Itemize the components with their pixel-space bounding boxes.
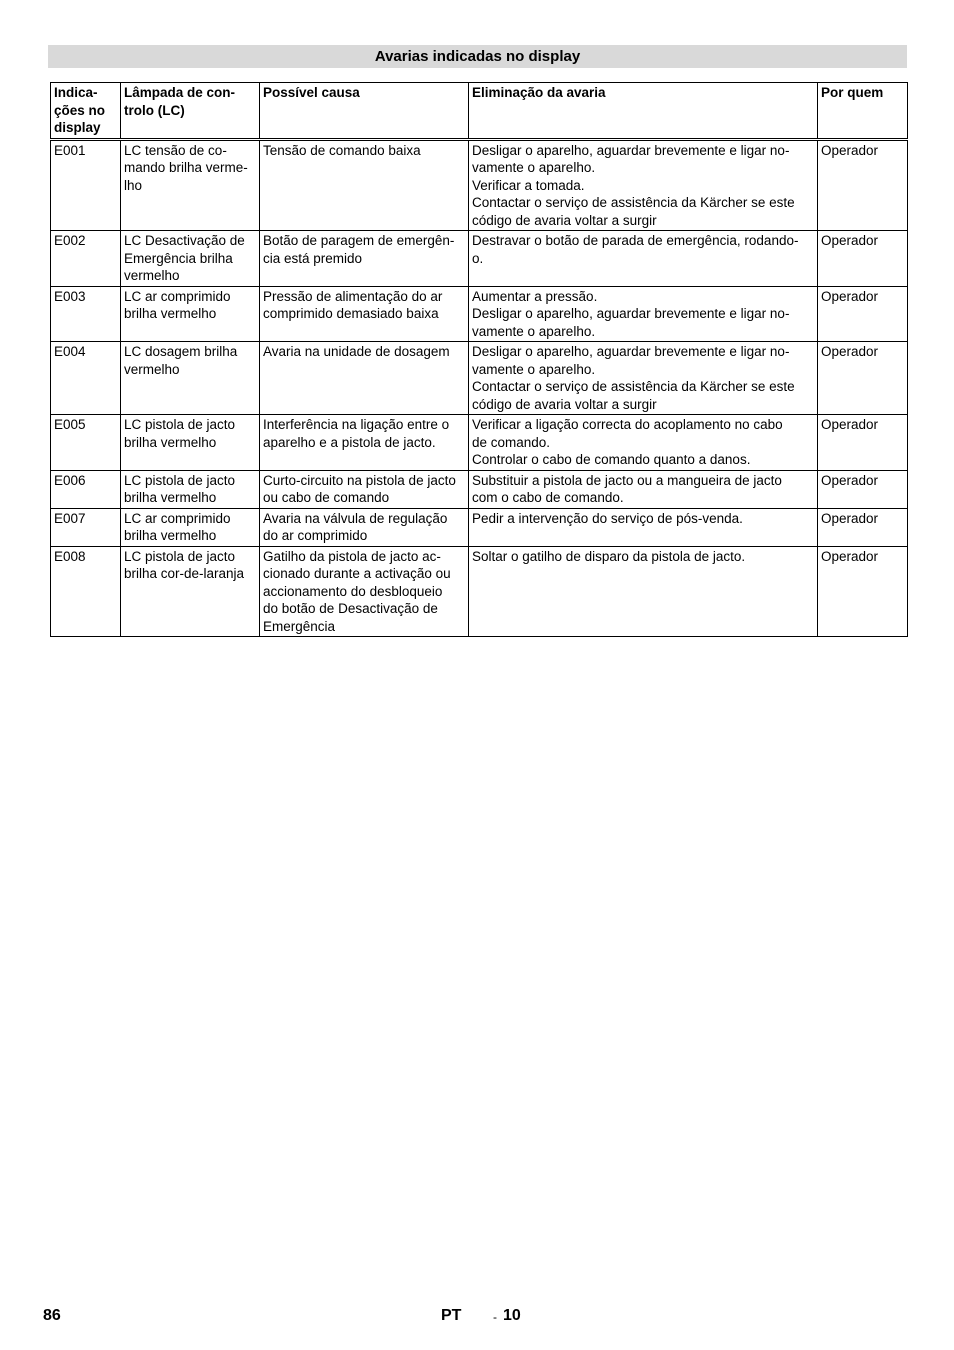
cell-line: Botão de paragem de emergên- <box>263 233 455 248</box>
cell-line: brilha vermelho <box>124 490 217 505</box>
cell-line: Lâmpada de con- <box>124 85 236 100</box>
fault-code: E006 <box>51 470 121 508</box>
cell-line: brilha vermelho <box>124 306 217 321</box>
cell-line: brilha vermelho <box>124 528 217 543</box>
cell-line: Desligar o aparelho, aguardar brevemente e ligar no- <box>472 306 790 321</box>
cell-line: Verificar a tomada. <box>472 177 585 193</box>
cell-line: vamente o aparelho. <box>472 323 596 339</box>
responsible-cell: Operador <box>818 546 908 637</box>
header-display-code <box>51 83 121 140</box>
cell-line: Indica- <box>54 85 98 100</box>
responsible-cell: Operador <box>818 231 908 287</box>
fault-code: E002 <box>51 231 121 287</box>
sub-page-number: 10 <box>503 1307 521 1324</box>
cell-line: LC Desactivação de <box>124 233 245 248</box>
cell-line: LC pistola de jacto <box>124 417 236 432</box>
remedy-cell <box>469 231 818 287</box>
cell-line: com o cabo de comando. <box>472 490 624 505</box>
cell-line: LC pistola de jacto <box>124 472 236 488</box>
header-control-lamp <box>121 83 260 140</box>
cell-line: Possível causa <box>263 85 360 100</box>
cell-line: brilha vermelho <box>124 434 217 450</box>
cell-line: código de avaria voltar a surgir <box>472 396 657 412</box>
cell-line: LC pistola de jacto <box>124 548 236 564</box>
remedy-cell <box>469 508 818 546</box>
cause-cell <box>260 415 469 471</box>
cell-line: Curto-circuito na pistola de jacto <box>263 472 456 488</box>
control-lamp-cell <box>121 508 260 546</box>
cell-line: Aumentar a pressão. <box>472 288 598 304</box>
cell-line: Tensão de comando baixa <box>263 142 421 158</box>
cell-line: brilha cor-de-laranja <box>124 566 245 581</box>
cell-line: o. <box>472 250 484 266</box>
cause-cell <box>260 231 469 287</box>
remedy-cell <box>469 286 818 342</box>
cell-line: cia está premido <box>263 250 363 266</box>
table-row <box>51 415 908 471</box>
control-lamp-cell <box>121 546 260 637</box>
cell-line: aparelho e a pistola de jacto. <box>263 434 436 450</box>
remedy-cell <box>469 415 818 471</box>
cause-cell <box>260 470 469 508</box>
cell-line: Verificar a ligação correcta do acoplamento no cabo <box>472 417 783 432</box>
cell-line: mando brilha verme- <box>124 160 248 175</box>
page-number: 86 <box>43 1307 61 1324</box>
cell-line: Emergência brilha <box>124 250 233 266</box>
remedy-cell <box>469 470 818 508</box>
fault-code: E003 <box>51 286 121 342</box>
cell-line: trolo (LC) <box>124 102 185 118</box>
responsible-cell: Operador <box>818 415 908 471</box>
cell-line: Pedir a intervenção do serviço de pós-venda. <box>472 510 743 526</box>
cell-line: LC ar comprimido <box>124 288 231 304</box>
fault-code: E007 <box>51 508 121 546</box>
remedy-cell <box>469 139 818 231</box>
cell-line: lho <box>124 177 143 193</box>
cell-line: Desligar o aparelho, aguardar brevemente e ligar no- <box>472 344 790 359</box>
cell-line: Contactar o serviço de assistência da Kärcher se este <box>472 195 795 210</box>
cell-line: do botão de Desactivação de <box>263 601 438 616</box>
remedy-cell <box>469 546 818 637</box>
table-row <box>51 546 908 637</box>
remedy-cell <box>469 342 818 415</box>
cell-line: Emergência <box>263 618 336 634</box>
cell-line: vamente o aparelho. <box>472 361 596 377</box>
cause-cell <box>260 508 469 546</box>
cell-line: Por quem <box>821 85 884 100</box>
cell-line: LC tensão de co- <box>124 142 227 158</box>
table-body <box>51 139 908 637</box>
cell-line: comprimido demasiado baixa <box>263 306 439 321</box>
cell-line: Substituir a pistola de jacto ou a mangueira de jacto <box>472 472 782 488</box>
control-lamp-cell <box>121 342 260 415</box>
responsible-cell: Operador <box>818 286 908 342</box>
fault-table <box>50 82 908 637</box>
cell-line: Contactar o serviço de assistência da Kärcher se este <box>472 379 795 394</box>
table-row <box>51 342 908 415</box>
language-code: PT <box>441 1307 462 1324</box>
table-row <box>51 139 908 231</box>
cell-line: vamente o aparelho. <box>472 160 596 175</box>
page-separator: - <box>493 1310 497 1324</box>
cell-line: ou cabo de comando <box>263 490 390 505</box>
control-lamp-cell <box>121 470 260 508</box>
responsible-cell: Operador <box>818 508 908 546</box>
cell-line: ções no <box>54 102 106 118</box>
cell-line: vermelho <box>124 361 180 377</box>
cell-line: Interferência na ligação entre o <box>263 417 450 432</box>
section-title: Avarias indicadas no display <box>48 45 907 68</box>
cell-line: do ar comprimido <box>263 528 368 543</box>
fault-code: E005 <box>51 415 121 471</box>
cause-cell <box>260 139 469 231</box>
cause-cell <box>260 546 469 637</box>
responsible-cell: Operador <box>818 470 908 508</box>
fault-code: E008 <box>51 546 121 637</box>
cell-line: display <box>54 120 101 135</box>
header-by-whom <box>818 83 908 140</box>
control-lamp-cell <box>121 231 260 287</box>
cell-line: vermelho <box>124 268 180 283</box>
control-lamp-cell <box>121 415 260 471</box>
table-header-row <box>51 83 908 140</box>
responsible-cell: Operador <box>818 139 908 231</box>
cause-cell <box>260 286 469 342</box>
cell-line: de comando. <box>472 434 551 450</box>
table-row <box>51 470 908 508</box>
cell-line: Controlar o cabo de comando quanto a danos. <box>472 452 751 467</box>
cell-line: Soltar o gatilho de disparo da pistola de jacto. <box>472 548 746 564</box>
cell-line: Eliminação da avaria <box>472 85 606 100</box>
table-row <box>51 286 908 342</box>
cell-line: LC ar comprimido <box>124 510 231 526</box>
cell-line: Pressão de alimentação do ar <box>263 288 443 304</box>
control-lamp-cell <box>121 286 260 342</box>
header-possible-cause <box>260 83 469 140</box>
fault-code: E001 <box>51 139 121 231</box>
cell-line: Desligar o aparelho, aguardar brevemente e ligar no- <box>472 142 790 158</box>
table-row <box>51 508 908 546</box>
cell-line: Avaria na unidade de dosagem <box>263 344 450 359</box>
cell-line: Destravar o botão de parada de emergência, rodando- <box>472 233 799 248</box>
control-lamp-cell <box>121 139 260 231</box>
responsible-cell: Operador <box>818 342 908 415</box>
cell-line: accionamento do desbloqueio <box>263 583 443 599</box>
cell-line: LC dosagem brilha <box>124 344 238 359</box>
header-remedy <box>469 83 818 140</box>
cause-cell <box>260 342 469 415</box>
cell-line: cionado durante a activação ou <box>263 566 451 581</box>
fault-code: E004 <box>51 342 121 415</box>
cell-line: código de avaria voltar a surgir <box>472 212 657 228</box>
cell-line: Avaria na válvula de regulação <box>263 510 448 526</box>
table-row <box>51 231 908 287</box>
cell-line: Gatilho da pistola de jacto ac- <box>263 548 441 564</box>
